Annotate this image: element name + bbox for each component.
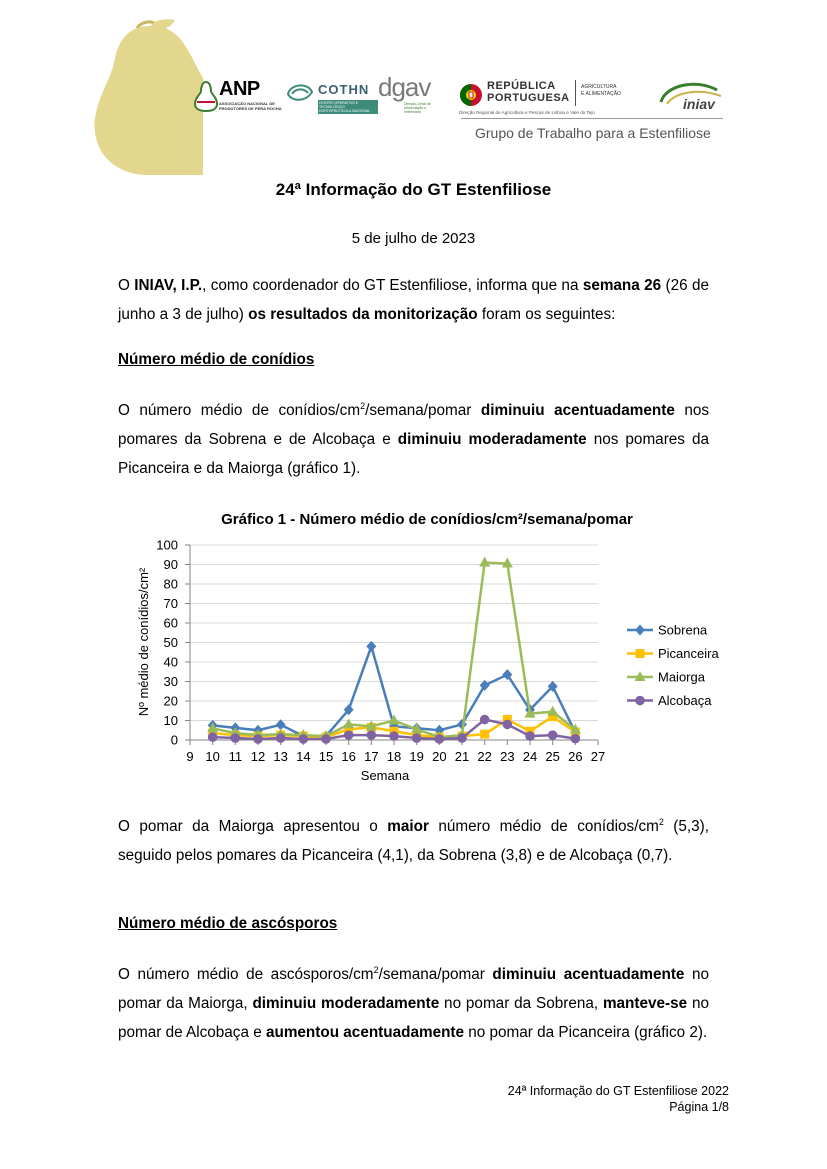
- logo-divider: [575, 80, 576, 106]
- data-point: [299, 734, 309, 744]
- legend-marker: [635, 625, 645, 636]
- y-tick-label: 20: [163, 693, 178, 709]
- x-tick-labels: [186, 749, 605, 764]
- data-point: [367, 730, 377, 740]
- pear-outline-icon: [193, 80, 219, 112]
- document-date: 5 de julho de 2023: [351, 230, 476, 247]
- cothn-logo: [286, 78, 376, 130]
- x-tick-label: 9: [186, 749, 194, 764]
- x-tick-label: 18: [386, 749, 402, 764]
- text-run: no pomar da Maiorga,: [118, 966, 710, 1013]
- x-tick-label: 10: [205, 749, 220, 764]
- chart-title: Gráfico 1 - Número médio de conídios/cm²/semana/pomar: [221, 511, 633, 528]
- bold-run: os resultados da monitorização: [248, 306, 478, 323]
- drap-subtitle: Direção Regional de Agricultura e Pescas de Lisboa e Vale do Tejo: [459, 110, 595, 115]
- x-tick-label: 23: [500, 749, 515, 764]
- chart-legend: [627, 623, 719, 709]
- text-run: (5,3), seguido pelos pomares da Picanceira (4,1), da Sobrena (3,8) e de Alcobaça (0,7).: [118, 818, 710, 865]
- anp-logo: [193, 78, 289, 130]
- legend-marker: [636, 649, 645, 658]
- dgav-logo: [378, 72, 450, 130]
- bold-run: maior: [387, 818, 429, 836]
- text-run: no pomar da Sobrena,: [439, 995, 603, 1013]
- chart-grid: [190, 545, 598, 721]
- y-tick-label: 30: [163, 674, 178, 689]
- superscript: 2: [373, 965, 379, 975]
- data-point: [525, 731, 535, 741]
- chart-series: [207, 557, 581, 744]
- cothn-name: COTHN: [318, 82, 370, 97]
- dgav-name: dgav: [378, 72, 431, 102]
- agricultura-line2: E ALIMENTAÇÃO: [581, 91, 621, 97]
- data-point: [208, 732, 218, 742]
- text-run: O número médio de ascósporos/cm: [118, 966, 374, 984]
- intro-paragraph: [118, 271, 709, 329]
- text-run: /semana/pomar: [365, 402, 481, 420]
- data-point: [435, 734, 445, 744]
- iniav-logo: [655, 78, 725, 130]
- data-point: [321, 734, 331, 744]
- legend-label: Sobrena: [658, 622, 708, 638]
- x-tick-label: 24: [522, 749, 538, 764]
- x-tick-label: 16: [341, 749, 356, 764]
- legend-label: Picanceira: [658, 646, 719, 661]
- data-point: [344, 730, 354, 740]
- text-run: O pomar da Maiorga apresentou o: [118, 818, 388, 836]
- text-run: no pomar da Picanceira (gráfico 2).: [464, 1024, 708, 1042]
- data-point: [412, 733, 422, 743]
- data-point: [480, 715, 490, 725]
- bold-run: diminuiu acentuadamente: [480, 402, 675, 420]
- republica-portuguesa-logo: [459, 78, 649, 130]
- text-run: foram os seguintes:: [477, 306, 616, 323]
- y-tick-label: 10: [163, 713, 178, 728]
- footer-title: 24ª Informação do GT Estenfiliose 2022: [507, 1084, 729, 1098]
- data-point: [253, 734, 263, 744]
- data-point: [389, 731, 399, 741]
- x-tick-label: 17: [364, 749, 379, 764]
- x-axis-label: Semana: [360, 768, 410, 783]
- x-tick-label: 22: [477, 749, 492, 764]
- x-tick-label: 14: [296, 749, 311, 764]
- bold-run: semana 26: [582, 277, 662, 294]
- legend-label: Alcobaça: [658, 693, 712, 708]
- section-heading-ascosporos: Número médio de ascósporos: [118, 915, 338, 932]
- series-line: [213, 563, 576, 738]
- bold-run: INIAV, I.P.: [134, 277, 203, 294]
- y-tick-label: 80: [163, 576, 178, 592]
- data-point: [480, 730, 489, 739]
- republica-line2: PORTUGUESA: [487, 92, 570, 104]
- series-sobrena: [208, 641, 581, 742]
- data-point: [276, 733, 286, 743]
- x-tick-label: 21: [454, 749, 470, 764]
- pear-logo: [93, 18, 203, 175]
- data-point: [343, 718, 354, 728]
- dgav-subtitle: Direção-Geral de Alimentação e Veterinária: [404, 102, 431, 114]
- section-heading-conidios: Número médio de conídios: [118, 351, 315, 368]
- text-run: número médio de conídios/cm: [428, 818, 659, 836]
- republica-line1: REPÚBLICA: [487, 80, 556, 92]
- y-tick-label: 70: [163, 596, 178, 611]
- y-tick-label: 100: [156, 537, 178, 553]
- text-run: nos pomares da Sobrena e de Alcobaça e: [118, 402, 709, 449]
- x-tick-label: 19: [409, 749, 424, 764]
- data-point: [571, 734, 581, 744]
- x-tick-label: 13: [273, 749, 288, 764]
- legend-label: Maiorga: [658, 669, 705, 685]
- page-footer: [508, 1083, 729, 1115]
- data-point: [207, 722, 218, 732]
- y-tick-label: 50: [163, 635, 178, 650]
- x-tick-label: 26: [568, 749, 583, 764]
- y-tick-label: 60: [163, 615, 178, 631]
- header-subtitle: Grupo de Trabalho para a Estenfiliose: [475, 125, 711, 141]
- iniav-name: iniav: [683, 96, 715, 112]
- text-run: nos pomares da Picanceira e da Maiorga (gráfico 1).: [118, 431, 709, 478]
- data-point: [547, 706, 558, 716]
- document-title: 24ª Informação do GT Estenfiliose: [275, 180, 552, 199]
- page-header: [93, 18, 733, 175]
- y-axis-label: Nº médio de conídios/cm²: [136, 567, 151, 717]
- x-tick-label: 25: [545, 749, 560, 764]
- x-tick-label: 15: [318, 749, 334, 764]
- y-tick-label: 0: [170, 732, 178, 748]
- text-run: /semana/pomar: [378, 966, 493, 984]
- anp-subtitle: ASSOCIAÇÃO NACIONAL DE PRODUTORES DE PERA ROCHA: [219, 101, 282, 111]
- y-tick-label: 40: [163, 654, 178, 670]
- bold-run: diminuiu moderadamente: [252, 995, 440, 1013]
- conidios-paragraph: [118, 392, 709, 483]
- ascosporos-paragraph: [118, 956, 709, 1047]
- x-tick-label: 27: [590, 749, 606, 764]
- superscript: 2: [360, 401, 366, 411]
- text-run: , como coordenador do GT Estenfiliose, informa que na: [202, 277, 583, 294]
- data-point: [503, 720, 513, 730]
- bold-run: aumentou acentuadamente: [265, 1024, 465, 1042]
- data-point: [231, 733, 241, 743]
- leaf-emblem-icon: [286, 80, 314, 104]
- bold-run: diminuiu moderadamente: [397, 431, 587, 449]
- chart-conidios: [0, 500, 827, 800]
- agricultura-line1: AGRICULTURA: [581, 84, 617, 90]
- text-run: no pomar de Alcobaça e: [118, 995, 710, 1042]
- x-tick-label: 11: [228, 749, 243, 764]
- y-tick-label: 90: [163, 557, 178, 572]
- legend-marker: [635, 696, 645, 706]
- x-tick-label: 20: [432, 749, 447, 764]
- data-point: [548, 730, 558, 740]
- maiorga-paragraph: [118, 808, 709, 870]
- cothn-subtitle: CENTRO OPERATIVO E TECNOLÓGICO HORTOFRUTÍCOLA NACIONAL: [318, 100, 378, 114]
- data-point: [457, 733, 467, 743]
- bold-run: manteve-se: [602, 995, 688, 1013]
- text-run: (26 de junho a 3 de julho): [118, 277, 709, 323]
- superscript: 2: [658, 817, 664, 827]
- coat-of-arms-icon: [459, 81, 483, 109]
- bold-run: diminuiu acentuadamente: [492, 966, 685, 984]
- text-run: O número médio de conídios/cm: [118, 402, 361, 420]
- text-run: O: [118, 277, 135, 294]
- x-tick-label: 12: [250, 749, 266, 764]
- page-number: Página 1/8: [669, 1100, 729, 1114]
- anp-name: ANP: [219, 78, 260, 100]
- y-tick-labels: [156, 538, 178, 748]
- header-rule: [461, 118, 723, 119]
